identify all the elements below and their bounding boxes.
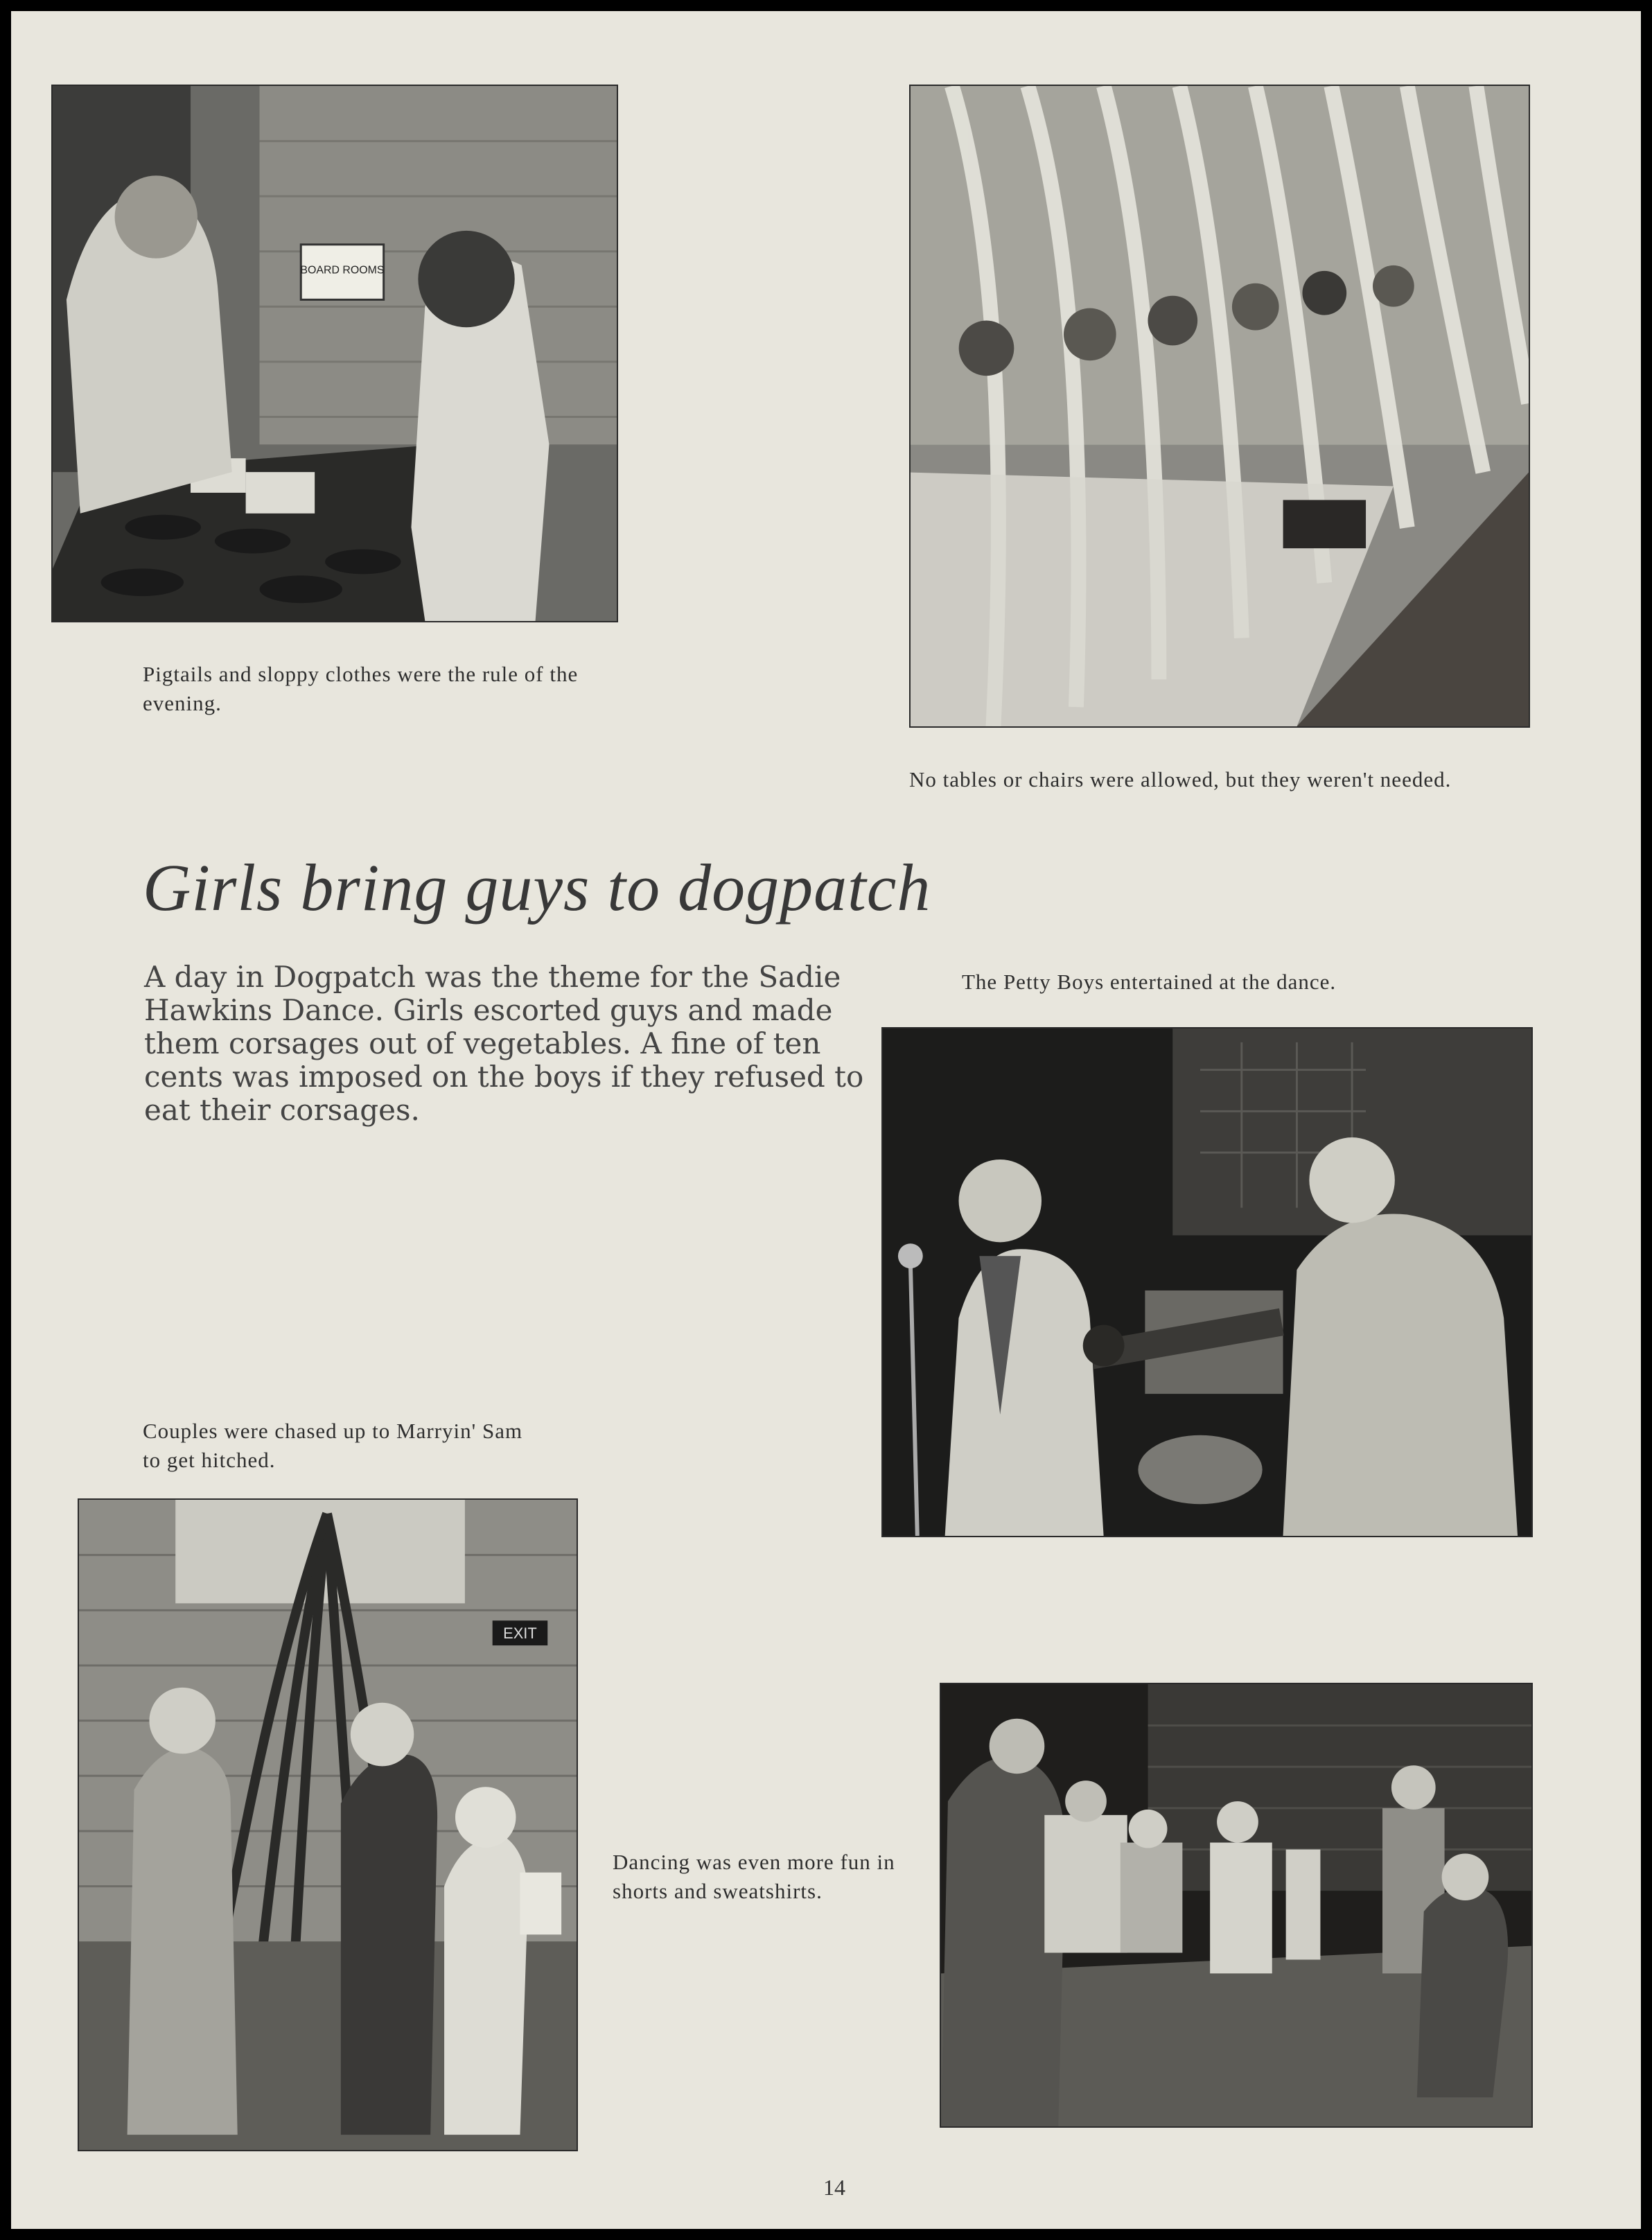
caption-record-table: Pigtails and sloppy clothes were the rule of the evening.: [143, 662, 579, 715]
caption-marryin-sam: Couples were chased up to Marryin' Sam to get hitched.: [143, 1419, 523, 1472]
page-number: 14: [823, 2175, 845, 2200]
photo-record-table: [51, 85, 618, 622]
page-title: Girls bring guys to dogpatch: [143, 850, 931, 925]
board-rooms-sign: BOARD ROOMS: [300, 264, 385, 277]
caption-dancing: Dancing was even more fun in shorts and sweatshirts.: [613, 1850, 895, 1903]
article-body: A day in Dogpatch was the theme for the Sadie Hawkins Dance. Girls escorted guys and made them corsages out of vegetables. A fine of ten cents was imposed on the boys if they refused to eat their corsages.: [144, 960, 864, 1127]
yearbook-page: [11, 11, 1641, 2229]
photo-band: [881, 1027, 1533, 1537]
photo-dancing: [940, 1683, 1533, 2128]
caption-band: The Petty Boys entertained at the dance.: [962, 970, 1337, 994]
caption-floor-seating: No tables or chairs were allowed, but they weren't needed.: [909, 767, 1452, 791]
exit-sign: EXIT: [503, 1625, 537, 1643]
photo-marryin-sam: [78, 1498, 578, 2151]
photo-floor-seating: [909, 85, 1530, 728]
